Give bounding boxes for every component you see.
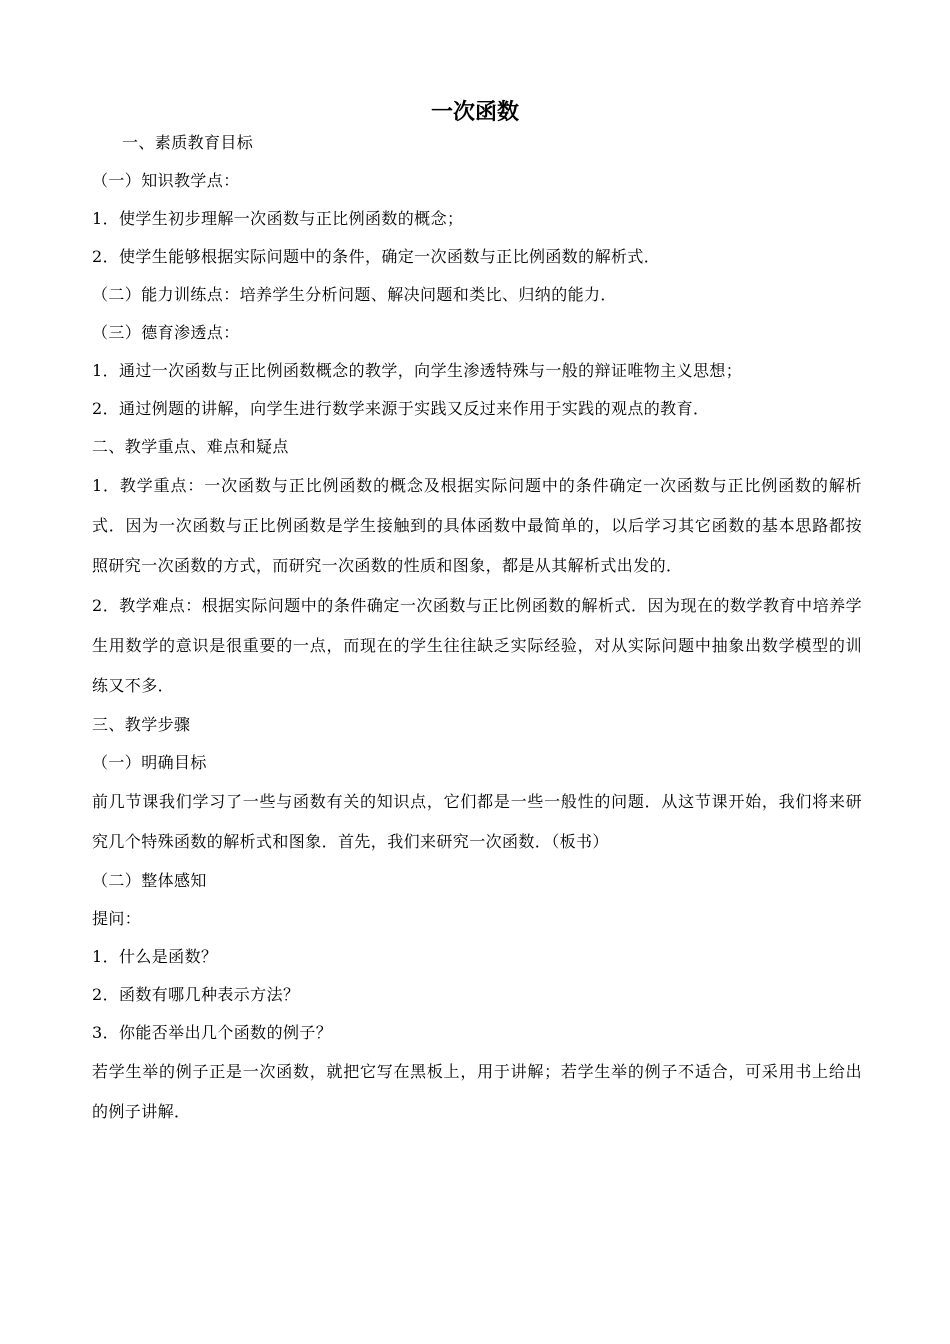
list-item: 1．使学生初步理解一次函数与正比例函数的概念； xyxy=(92,209,464,228)
list-item: 3．你能否举出几个函数的例子？ xyxy=(92,1023,333,1042)
list-item: 2．使学生能够根据实际问题中的条件，确定一次函数与正比例函数的解析式． xyxy=(92,247,661,266)
section-heading: 二、教学重点、难点和疑点 xyxy=(92,437,289,456)
list-item: 1．什么是函数？ xyxy=(92,947,218,966)
subsection-heading: （一）知识教学点： xyxy=(92,171,240,190)
paragraph: 前几节课我们学习了一些与函数有关的知识点，它们都是一些一般性的问题．从这节课开始，我们将来研究几个特殊函数的解析式和图象．首先，我们来研究一次函数．（板书） xyxy=(92,792,862,851)
paragraph: 2．教学难点：根据实际问题中的条件确定一次函数与正比例函数的解析式．因为现在的数学教育中培养学生用数学的意识是很重要的一点，而现在的学生往往缺乏实际经验，对从实际问题中抽象出数学模型的训练又不多． xyxy=(92,596,862,695)
document-title: 一次函数 xyxy=(430,100,519,125)
paragraph: 提问： xyxy=(92,909,142,928)
list-item: 1．通过一次函数与正比例函数概念的教学，向学生渗透特殊与一般的辩证唯物主义思想； xyxy=(92,361,743,380)
section-heading: 一、素质教育目标 xyxy=(122,133,254,152)
subsection-heading: （一）明确目标 xyxy=(92,753,207,772)
subsection-heading: （三）德育渗透点： xyxy=(92,323,240,342)
section-heading: 三、教学步骤 xyxy=(92,715,191,734)
list-item: 2．通过例题的讲解，向学生进行数学来源于实践又反过来作用于实践的观点的教育． xyxy=(92,399,710,418)
list-item: 2．函数有哪几种表示方法？ xyxy=(92,985,300,1004)
paragraph: 若学生举的例子正是一次函数，就把它写在黑板上，用于讲解；若学生举的例子不适合，可采用书上给出的例子讲解． xyxy=(92,1062,862,1121)
paragraph: 1．教学重点：一次函数与正比例函数的概念及根据实际问题中的条件确定一次函数与正比例函数的解析式．因为一次函数与正比例函数是学生接触到的具体函数中最简单的，以后学习其它函数的基本思路都按照研究一次函数的方式，而研究一次函数的性质和图象，都是从其解析式出发的． xyxy=(92,476,862,575)
subsection-heading: （二）整体感知 xyxy=(92,871,207,890)
subsection-heading: （二）能力训练点：培养学生分析问题、解决问题和类比、归纳的能力． xyxy=(92,285,617,304)
document-body xyxy=(92,124,862,1132)
